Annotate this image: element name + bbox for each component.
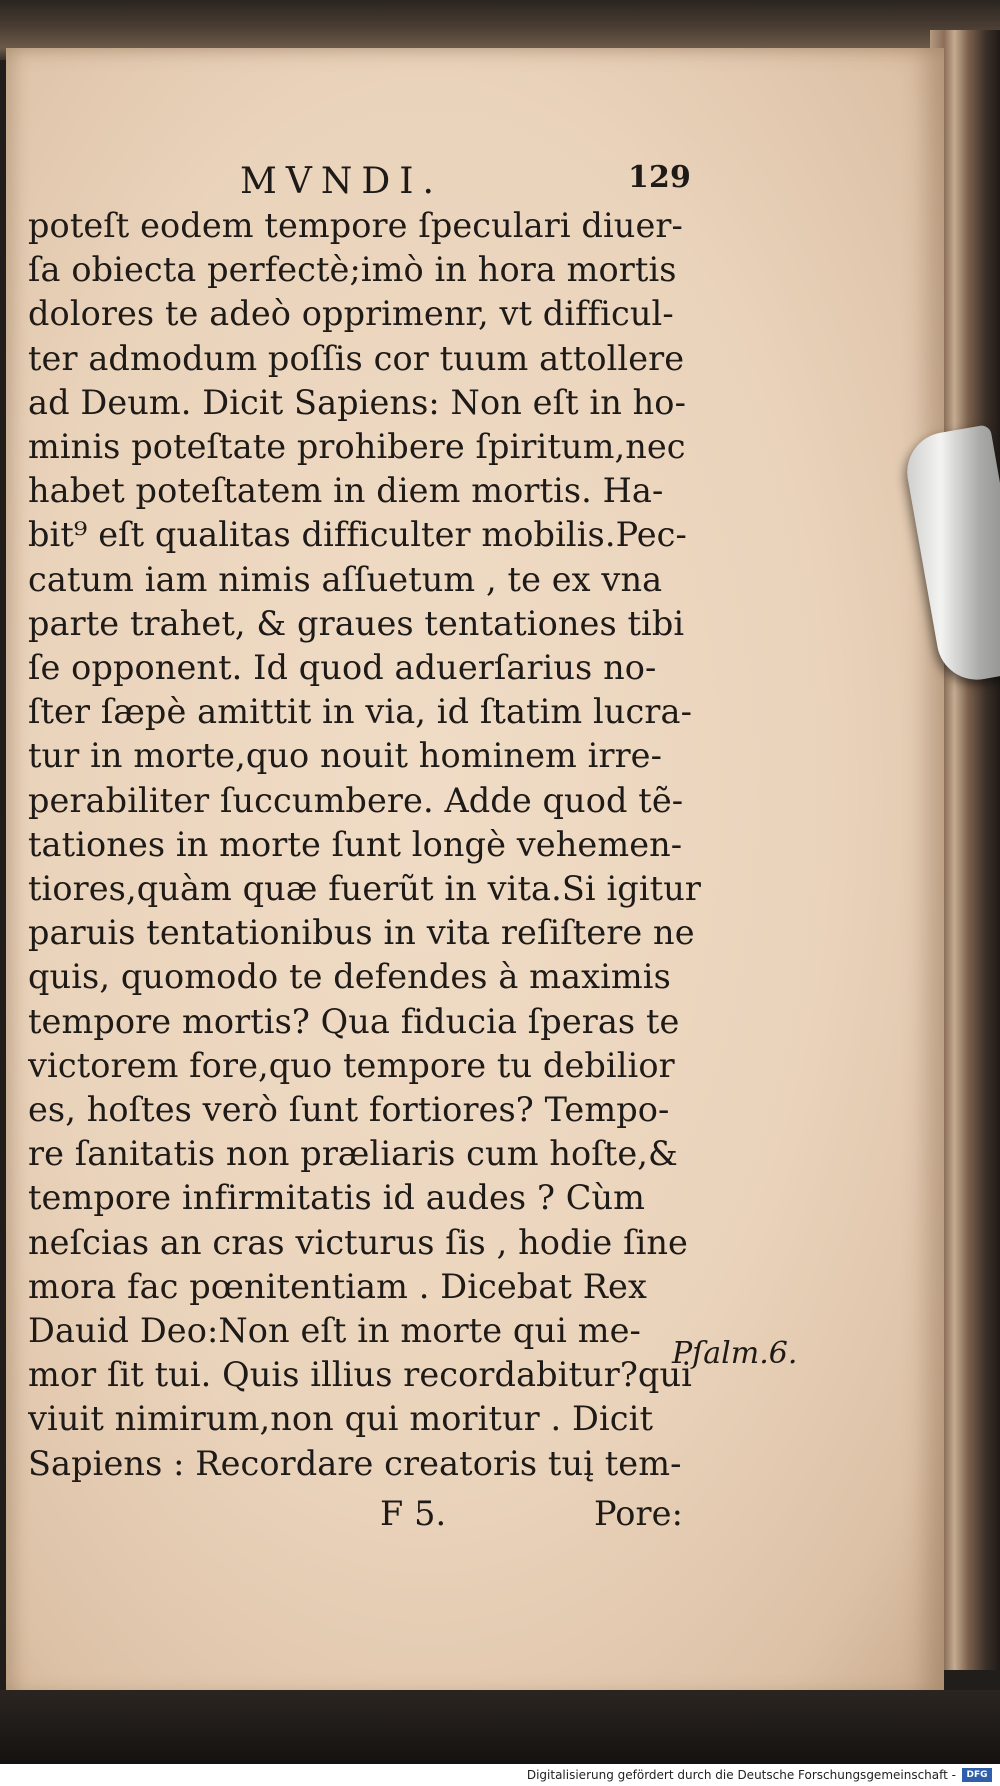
text-line: victorem fore,quo tempore tu debilior <box>28 1045 675 1085</box>
text-line: neſcias an cras victurus ſis , hodie ſine <box>28 1222 688 1262</box>
text-line: ſe opponent. Id quod aduerſarius no- <box>28 648 657 688</box>
text-line: poteſt eodem tempore ſpeculari diuer- <box>28 206 683 245</box>
text-line: paruis tentationibus in vita reſiſtere ne <box>28 913 695 953</box>
margin-note: Pſalm.6. <box>672 1336 798 1371</box>
text-line: bit⁹ eſt qualitas difficulter mobilis.Pec- <box>28 515 687 555</box>
text-line: es, hoſtes verò ſunt fortiores? Tempo- <box>28 1090 670 1130</box>
text-line: ter admodum poſſis cor tuum attollere <box>28 338 685 378</box>
text-line: tationes in morte ſunt longè vehemen- <box>28 824 683 864</box>
credit-text: Digitalisierung gefördert durch die Deutsche Forschungsgemeinschaft - <box>526 1768 956 1782</box>
text-line: ad Deum. Dicit Sapiens: Non eſt in ho- <box>28 382 686 422</box>
text-line: habet poteſtatem in diem mortis. Ha- <box>28 471 664 511</box>
text-line: viuit nimirum,non qui moritur . Dicit <box>28 1399 654 1439</box>
page-header-title: MVNDI. <box>240 161 443 202</box>
text-line: ſter ſæpè amittit in via, id ſtatim lucra- <box>28 692 692 732</box>
text-line: perabiliter ſuccumbere. Adde quod tẽ- <box>28 780 684 820</box>
text-line: tempore mortis? Qua fiducia ſperas te <box>28 1001 680 1041</box>
text-line: quis, quomodo te defendes à maximis <box>28 957 671 997</box>
text-line: parte trahet, & graues tentationes tibi <box>28 603 685 643</box>
text-line: dolores te adeò opprimenr, vt difficul- <box>28 294 674 334</box>
text-line: mora fac pœnitentiam . Dicebat Rex <box>28 1266 647 1306</box>
text-line: tiores,quàm quæ fuerũt in vita.Si igitur <box>28 869 701 909</box>
page-text-block <box>28 160 708 1542</box>
text-line: Dauid Deo:Non eſt in morte qui me- <box>28 1311 641 1351</box>
text-line: ſa obiecta perfectè;imò in hora mortis <box>28 250 677 290</box>
text-line: Sapiens : Recordare creatoris tuį tem- <box>28 1443 682 1483</box>
running-head <box>28 160 708 204</box>
book-bottom-edge <box>0 1690 1000 1764</box>
dfg-logo: DFG <box>962 1768 992 1782</box>
page-number: 129 <box>628 160 691 195</box>
catchword: Pore: <box>594 1493 683 1533</box>
text-line: catum iam nimis aſſuetum , te ex vna <box>28 559 663 599</box>
digitization-credit <box>0 1764 1000 1786</box>
text-line: minis poteſtate prohibere ſpiritum,nec <box>28 427 686 467</box>
catchline <box>28 1492 708 1542</box>
text-line: re ſanitatis non præliaris cum hoſte,& <box>28 1134 678 1174</box>
signature-mark: F 5. <box>380 1493 447 1533</box>
text-line: tur in morte,quo nouit hominem irre- <box>28 736 663 776</box>
text-line: mor ſit tui. Quis illius recordabitur?qui <box>28 1355 692 1395</box>
text-line: tempore infirmitatis id audes ? Cùm <box>28 1178 646 1218</box>
